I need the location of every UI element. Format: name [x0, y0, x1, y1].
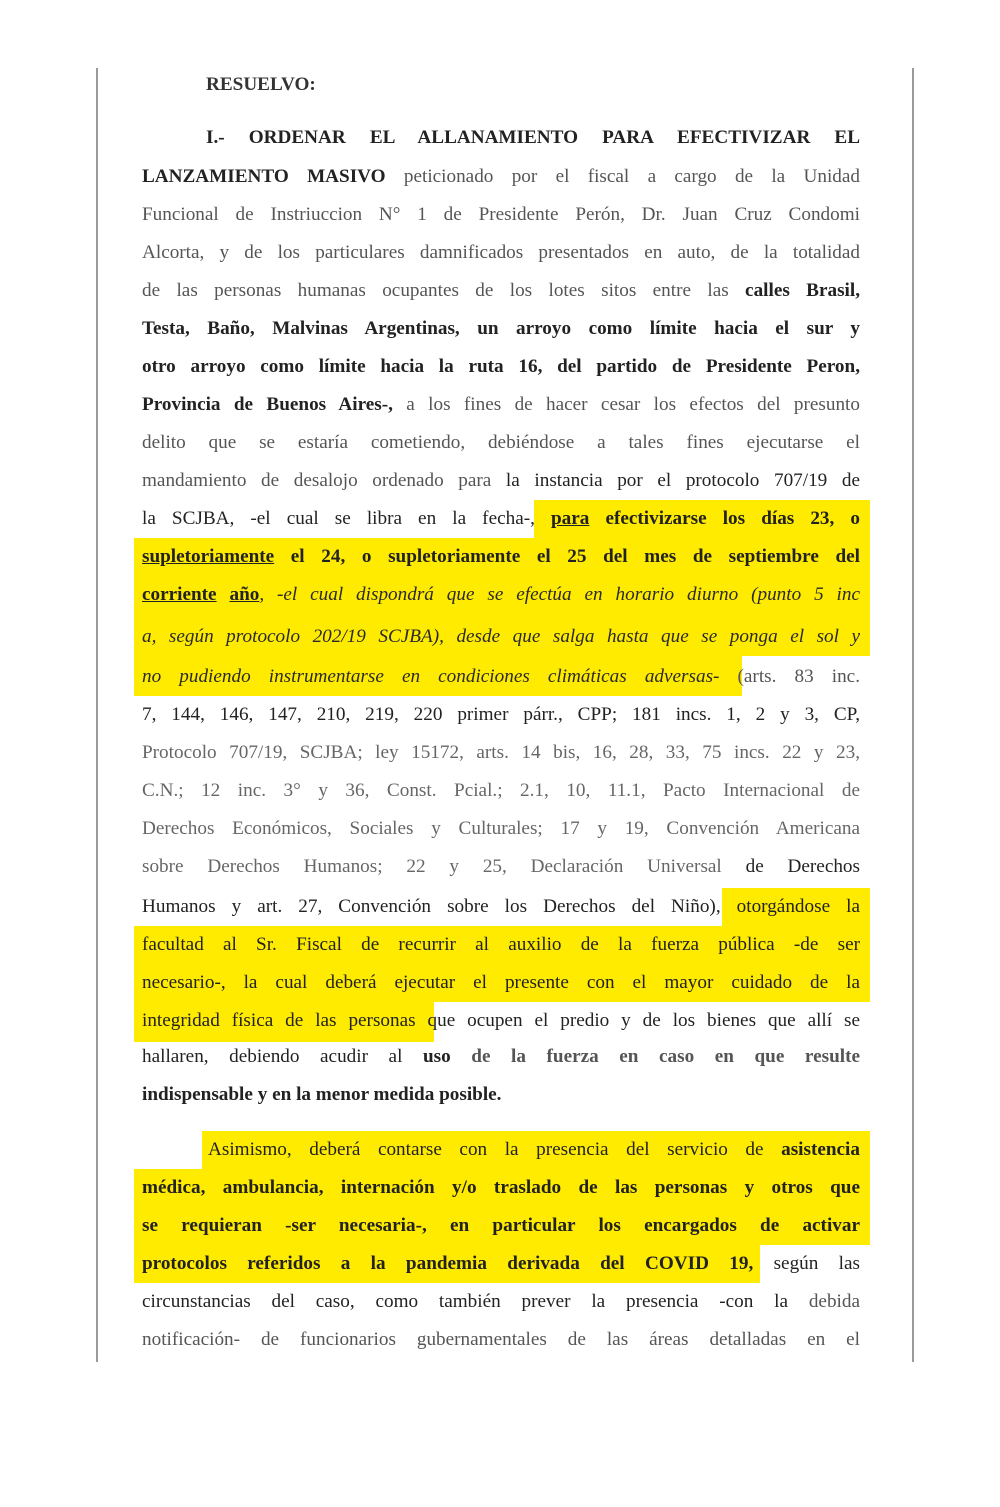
text-run: efectivizarse los días 23, o — [589, 508, 860, 529]
text-line — [142, 658, 860, 696]
text-run: de la fuerza en caso en que resulte — [450, 1046, 860, 1067]
text-run: el 24, o supletoriamente el 25 del mes de septiembre del — [274, 546, 860, 567]
text-line — [142, 618, 860, 656]
text-run: Provincia de Buenos Aires-, — [142, 394, 393, 415]
text-run: año — [229, 584, 260, 605]
text-run: C.N.; 12 inc. 3° y 36, Const. Pcial.; 2.1, 10, 11.1, Pacto Internacional de — [142, 780, 860, 801]
text-line — [142, 500, 860, 538]
text-run: Protocolo 707/19, SCJBA; ley 15172, arts. 14 bis, 16, 28, 33, 75 incs. 22 y 23, — [142, 742, 860, 763]
text-run: Derechos Económicos, Sociales y Culturales; 17 y 19, Convención Americana — [142, 818, 860, 839]
text-line — [142, 1283, 860, 1321]
text-line — [142, 234, 860, 272]
text-run: que ocupen el predio y de los bienes que allí se — [415, 1010, 860, 1031]
text-line — [142, 1207, 860, 1245]
text-line — [142, 964, 860, 1002]
text-run: de las personas humanas ocupantes de los lotes sitos entre las — [142, 280, 746, 301]
text-run: delito que se estaría cometiendo, debiéndose a tales fines ejecutarse el — [142, 432, 860, 453]
text-run: se requieran -ser necesaria-, en particular los encargados de activar — [142, 1215, 860, 1236]
text-run: peticionado por el fiscal a cargo de la Unidad — [385, 166, 860, 187]
text-line — [142, 1038, 860, 1076]
text-run: debida — [788, 1291, 860, 1312]
text-run: 7, 144, 146, 147, 210, 219, 220 primer párr., CPP; 181 incs. 1, 2 y 3, CP, — [142, 704, 860, 725]
text-line — [142, 848, 860, 886]
text-line — [142, 696, 860, 734]
text-line — [142, 1076, 860, 1114]
text-run: médica, ambulancia, internación y/o traslado de las personas y otros que — [142, 1177, 860, 1198]
text-line — [142, 772, 860, 810]
text-line — [142, 462, 860, 500]
page-left-border — [96, 68, 98, 1362]
text-line — [142, 1321, 860, 1359]
text-run: Funcional de Instriuccion N° 1 de Presidente Perón, Dr. Juan Cruz Condomi — [142, 204, 860, 225]
text-run: sobre Derechos Humanos; 22 y 25, Declaración Universal — [142, 856, 722, 877]
text-run — [217, 584, 230, 605]
text-run: Alcorta, y de los particulares damnificados presentados en auto, de la totalidad — [142, 242, 860, 263]
text-run: la SCJBA, -el cual se libra en la fecha-, — [142, 508, 551, 529]
text-run: protocolos referidos a la pandemia derivada del COVID 19, — [142, 1253, 754, 1274]
text-line — [142, 576, 860, 614]
text-run: Asimismo, deberá contarse con la presencia del servicio de — [208, 1139, 782, 1160]
text-run: otro arroyo como límite hacia la ruta 16, del partido de Presidente Peron, — [142, 356, 860, 377]
text-run: indispensable y en la menor medida posible. — [142, 1084, 502, 1105]
text-run: , -el cual dispondrá que se efectúa en horario diurno (punto 5 inc — [259, 584, 860, 605]
text-run: a los fines de hacer cesar los efectos del presunto — [392, 394, 860, 415]
text-line — [142, 386, 860, 424]
text-line — [142, 888, 860, 926]
text-line — [142, 310, 860, 348]
text-run: LANZAMIENTO MASIVO — [142, 166, 386, 187]
text-line — [142, 810, 860, 848]
text-run: no pudiendo instrumentarse en condiciones climáticas adversas- — [142, 666, 720, 687]
text-line — [142, 272, 860, 310]
text-run: facultad al Sr. Fiscal de recurrir al auxilio de la fuerza pública -de ser — [142, 934, 860, 955]
text-line — [142, 424, 860, 462]
text-line — [142, 1002, 860, 1040]
text-run: para — [550, 508, 590, 529]
text-run: hallaren, debiendo acudir al — [142, 1046, 423, 1067]
text-run: mandamiento de desalojo ordenado para — [142, 470, 492, 491]
text-line — [142, 1245, 860, 1283]
text-run: uso — [422, 1046, 451, 1067]
text-run: asistencia — [781, 1139, 860, 1160]
text-line — [208, 1131, 860, 1169]
page-right-border — [912, 68, 914, 1362]
text-line — [206, 119, 860, 157]
text-run: otorgándose la — [736, 896, 860, 917]
text-line — [142, 196, 860, 234]
text-line — [142, 734, 860, 772]
text-line — [142, 158, 860, 196]
section-heading: RESUELVO: — [206, 74, 316, 95]
text-run: I.- ORDENAR EL ALLANAMIENTO PARA EFECTIVIZAR EL — [206, 127, 860, 148]
text-run: calles Brasil, — [745, 280, 860, 301]
text-run: notificación- de funcionarios gubernamentales de las áreas detalladas en el — [142, 1329, 860, 1350]
text-line — [142, 926, 860, 964]
text-line — [142, 1169, 860, 1207]
text-run: circunstancias del caso, como también prever la presencia -con la — [142, 1291, 789, 1312]
text-run: integridad física de las personas — [142, 1010, 416, 1031]
text-run: corriente — [142, 584, 217, 605]
text-run: la instancia por el protocolo 707/19 de — [491, 470, 860, 491]
text-line — [142, 348, 860, 386]
text-run: Testa, Baño, Malvinas Argentinas, un arroyo como límite hacia el sur y — [142, 318, 860, 339]
text-run: Humanos y art. 27, Convención sobre los Derechos del Niño), — [142, 896, 737, 917]
text-line — [142, 538, 860, 576]
text-run: según las — [753, 1253, 860, 1274]
text-run: (arts. 83 inc. — [719, 666, 860, 687]
text-run: necesario-, la cual deberá ejecutar el presente con el mayor cuidado de la — [142, 972, 860, 993]
text-run: de Derechos — [721, 856, 860, 877]
text-run: a, según protocolo 202/19 SCJBA), desde que salga hasta que se ponga el sol y — [142, 626, 860, 647]
text-run: supletoriamente — [142, 546, 275, 567]
